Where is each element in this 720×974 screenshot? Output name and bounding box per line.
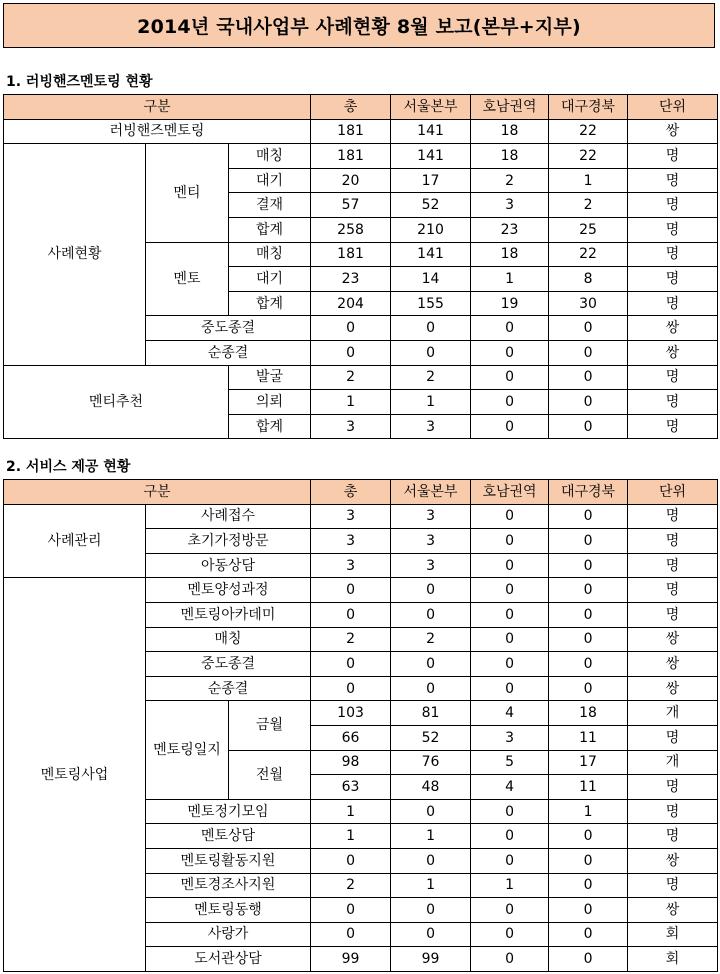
header-daegu: 대구경북 [549, 95, 628, 120]
cell-unit: 명 [628, 725, 718, 750]
cell-honam: 0 [471, 578, 549, 603]
cell-total: 2 [311, 365, 391, 390]
cell-seoul: 141 [391, 119, 471, 144]
journal-current-month: 금월 [229, 701, 311, 750]
cell-unit: 명 [628, 578, 718, 603]
cell-daegu: 18 [549, 701, 628, 726]
table-header-row [4, 95, 718, 120]
cell-honam: 0 [471, 824, 549, 849]
header-category: 구분 [4, 95, 311, 120]
cell-honam: 0 [471, 553, 549, 578]
cell-total: 66 [311, 725, 391, 750]
table-row [4, 365, 718, 390]
row-label: 멘토상담 [146, 824, 311, 849]
cell-honam: 5 [471, 750, 549, 775]
cell-total: 3 [311, 504, 391, 529]
cell-daegu: 1 [549, 799, 628, 824]
cell-total: 99 [311, 947, 391, 972]
row-label: 초기가정방문 [146, 529, 311, 554]
journal-previous-month: 전월 [229, 750, 311, 799]
cell-seoul: 99 [391, 947, 471, 972]
cell-honam: 18 [471, 144, 549, 169]
cell-honam: 0 [471, 414, 549, 439]
cell-total: 3 [311, 529, 391, 554]
cell-unit: 명 [628, 291, 718, 316]
header-category: 구분 [4, 480, 311, 505]
cell-total: 204 [311, 291, 391, 316]
cell-daegu: 0 [549, 848, 628, 873]
cell-unit: 명 [628, 824, 718, 849]
cell-total: 181 [311, 119, 391, 144]
cell-unit: 쌍 [628, 119, 718, 144]
cell-honam: 0 [471, 602, 549, 627]
cell-unit: 명 [628, 267, 718, 292]
cell-total: 2 [311, 873, 391, 898]
cell-seoul: 3 [391, 553, 471, 578]
cell-honam: 0 [471, 676, 549, 701]
row-label: 순종결 [146, 340, 311, 365]
cell-honam: 0 [471, 922, 549, 947]
cell-seoul: 0 [391, 340, 471, 365]
cell-daegu: 0 [549, 553, 628, 578]
table-row [4, 119, 718, 144]
cell-total: 0 [311, 848, 391, 873]
cell-seoul: 0 [391, 602, 471, 627]
cell-seoul: 0 [391, 799, 471, 824]
subgroup-mentoring-journal: 멘토링일지 [146, 701, 229, 799]
cell-unit: 명 [628, 193, 718, 218]
cell-honam: 19 [471, 291, 549, 316]
cell-honam: 4 [471, 775, 549, 800]
cell-total: 0 [311, 316, 391, 341]
cell-daegu: 0 [549, 898, 628, 923]
cell-unit: 쌍 [628, 898, 718, 923]
cell-daegu: 0 [549, 922, 628, 947]
row-label: 러빙핸즈멘토링 [4, 119, 311, 144]
cell-seoul: 0 [391, 898, 471, 923]
cell-seoul: 141 [391, 144, 471, 169]
row-label: 아동상담 [146, 553, 311, 578]
cell-total: 63 [311, 775, 391, 800]
cell-total: 0 [311, 922, 391, 947]
report-title: 2014년 국내사업부 사례현황 8월 보고(본부+지부) [3, 3, 715, 48]
cell-seoul: 52 [391, 725, 471, 750]
cell-daegu: 17 [549, 750, 628, 775]
cell-seoul: 141 [391, 242, 471, 267]
row-label: 멘토양성과정 [146, 578, 311, 603]
cell-daegu: 0 [549, 824, 628, 849]
row-label: 결재 [229, 193, 311, 218]
cell-honam: 18 [471, 119, 549, 144]
cell-honam: 0 [471, 504, 549, 529]
row-label: 매칭 [146, 627, 311, 652]
cell-daegu: 0 [549, 316, 628, 341]
cell-seoul: 0 [391, 652, 471, 677]
cell-honam: 0 [471, 799, 549, 824]
cell-seoul: 52 [391, 193, 471, 218]
header-total: 총 [311, 480, 391, 505]
row-label: 매칭 [229, 242, 311, 267]
cell-unit: 쌍 [628, 848, 718, 873]
cell-seoul: 3 [391, 529, 471, 554]
table-header-row [4, 480, 718, 505]
cell-daegu: 0 [549, 390, 628, 415]
group-case-management: 사례관리 [4, 504, 146, 578]
cell-unit: 명 [628, 242, 718, 267]
cell-honam: 0 [471, 529, 549, 554]
cell-unit: 명 [628, 553, 718, 578]
section-1-heading: 1. 러빙핸즈멘토링 현황 [6, 74, 153, 90]
cell-seoul: 2 [391, 627, 471, 652]
cell-honam: 0 [471, 340, 549, 365]
cell-unit: 명 [628, 390, 718, 415]
cell-daegu: 8 [549, 267, 628, 292]
cell-total: 0 [311, 602, 391, 627]
cell-unit: 명 [628, 873, 718, 898]
cell-unit: 명 [628, 602, 718, 627]
cell-total: 3 [311, 553, 391, 578]
cell-total: 181 [311, 144, 391, 169]
subgroup-mentee: 멘티 [146, 144, 229, 242]
cell-total: 0 [311, 652, 391, 677]
cell-unit: 회 [628, 922, 718, 947]
cell-daegu: 22 [549, 144, 628, 169]
row-label: 합계 [229, 414, 311, 439]
cell-honam: 18 [471, 242, 549, 267]
cell-seoul: 0 [391, 922, 471, 947]
cell-seoul: 0 [391, 676, 471, 701]
cell-daegu: 0 [549, 627, 628, 652]
cell-total: 103 [311, 701, 391, 726]
cell-total: 3 [311, 414, 391, 439]
cell-seoul: 48 [391, 775, 471, 800]
cell-unit: 개 [628, 701, 718, 726]
cell-daegu: 0 [549, 652, 628, 677]
cell-daegu: 22 [549, 242, 628, 267]
cell-daegu: 0 [549, 529, 628, 554]
cell-honam: 0 [471, 390, 549, 415]
cell-seoul: 3 [391, 414, 471, 439]
cell-seoul: 1 [391, 873, 471, 898]
cell-daegu: 30 [549, 291, 628, 316]
group-mentee-recommend: 멘티추천 [4, 365, 229, 439]
cell-total: 2 [311, 627, 391, 652]
header-honam: 호남권역 [471, 95, 549, 120]
cell-seoul: 3 [391, 504, 471, 529]
row-label: 발굴 [229, 365, 311, 390]
row-label: 중도종결 [146, 652, 311, 677]
cell-daegu: 0 [549, 676, 628, 701]
cell-honam: 2 [471, 168, 549, 193]
table-row [4, 578, 718, 603]
cell-seoul: 0 [391, 578, 471, 603]
cell-seoul: 1 [391, 390, 471, 415]
cell-total: 0 [311, 676, 391, 701]
cell-honam: 1 [471, 267, 549, 292]
group-case-status: 사례현황 [4, 144, 146, 365]
cell-unit: 명 [628, 365, 718, 390]
row-label: 매칭 [229, 144, 311, 169]
cell-unit: 쌍 [628, 340, 718, 365]
cell-daegu: 2 [549, 193, 628, 218]
cell-honam: 0 [471, 365, 549, 390]
cell-total: 258 [311, 217, 391, 242]
cell-total: 57 [311, 193, 391, 218]
group-mentoring-business: 멘토링사업 [4, 578, 146, 972]
cell-total: 181 [311, 242, 391, 267]
cell-seoul: 0 [391, 848, 471, 873]
cell-daegu: 25 [549, 217, 628, 242]
cell-total: 1 [311, 390, 391, 415]
header-unit: 단위 [628, 95, 718, 120]
header-seoul: 서울본부 [391, 480, 471, 505]
cell-daegu: 1 [549, 168, 628, 193]
header-unit: 단위 [628, 480, 718, 505]
cell-honam: 0 [471, 652, 549, 677]
cell-total: 23 [311, 267, 391, 292]
cell-total: 98 [311, 750, 391, 775]
cell-honam: 0 [471, 947, 549, 972]
cell-daegu: 0 [549, 504, 628, 529]
row-label: 사례접수 [146, 504, 311, 529]
row-label: 합계 [229, 291, 311, 316]
row-label: 합계 [229, 217, 311, 242]
cell-honam: 0 [471, 898, 549, 923]
cell-unit: 명 [628, 529, 718, 554]
table-row [4, 504, 718, 529]
subgroup-mentor: 멘토 [146, 242, 229, 316]
cell-daegu: 22 [549, 119, 628, 144]
cell-total: 20 [311, 168, 391, 193]
row-label: 멘토경조사지원 [146, 873, 311, 898]
cell-unit: 쌍 [628, 676, 718, 701]
cell-daegu: 11 [549, 725, 628, 750]
cell-daegu: 0 [549, 365, 628, 390]
cell-honam: 1 [471, 873, 549, 898]
cell-total: 1 [311, 824, 391, 849]
cell-total: 0 [311, 578, 391, 603]
row-label: 멘토정기모임 [146, 799, 311, 824]
row-label: 순종결 [146, 676, 311, 701]
cell-total: 0 [311, 340, 391, 365]
section-2-heading: 2. 서비스 제공 현황 [6, 459, 131, 475]
header-total: 총 [311, 95, 391, 120]
row-label: 중도종결 [146, 316, 311, 341]
cell-honam: 23 [471, 217, 549, 242]
cell-seoul: 1 [391, 824, 471, 849]
row-label: 멘토링아카데미 [146, 602, 311, 627]
cell-unit: 명 [628, 504, 718, 529]
cell-honam: 0 [471, 316, 549, 341]
loving-hands-status-table [3, 94, 718, 439]
cell-unit: 명 [628, 414, 718, 439]
cell-daegu: 0 [549, 414, 628, 439]
row-label: 의뢰 [229, 390, 311, 415]
cell-unit: 명 [628, 168, 718, 193]
row-label: 대기 [229, 267, 311, 292]
cell-seoul: 81 [391, 701, 471, 726]
cell-unit: 쌍 [628, 316, 718, 341]
cell-honam: 4 [471, 701, 549, 726]
cell-total: 0 [311, 898, 391, 923]
cell-daegu: 0 [549, 602, 628, 627]
cell-seoul: 210 [391, 217, 471, 242]
cell-daegu: 0 [549, 340, 628, 365]
cell-seoul: 14 [391, 267, 471, 292]
service-status-table [3, 479, 718, 972]
cell-honam: 0 [471, 848, 549, 873]
cell-unit: 명 [628, 799, 718, 824]
cell-seoul: 2 [391, 365, 471, 390]
cell-unit: 쌍 [628, 652, 718, 677]
cell-seoul: 17 [391, 168, 471, 193]
cell-honam: 3 [471, 193, 549, 218]
header-seoul: 서울본부 [391, 95, 471, 120]
cell-seoul: 76 [391, 750, 471, 775]
cell-unit: 명 [628, 144, 718, 169]
row-label: 대기 [229, 168, 311, 193]
row-label: 사랑가 [146, 922, 311, 947]
cell-total: 1 [311, 799, 391, 824]
cell-daegu: 0 [549, 578, 628, 603]
row-label: 도서관상담 [146, 947, 311, 972]
cell-seoul: 155 [391, 291, 471, 316]
cell-daegu: 0 [549, 947, 628, 972]
cell-daegu: 11 [549, 775, 628, 800]
cell-unit: 회 [628, 947, 718, 972]
cell-honam: 3 [471, 725, 549, 750]
table-row [4, 144, 718, 169]
cell-unit: 개 [628, 750, 718, 775]
row-label: 멘토링동행 [146, 898, 311, 923]
cell-unit: 명 [628, 217, 718, 242]
header-daegu: 대구경북 [549, 480, 628, 505]
cell-honam: 0 [471, 627, 549, 652]
cell-seoul: 0 [391, 316, 471, 341]
cell-unit: 명 [628, 775, 718, 800]
row-label: 멘토링활동지원 [146, 848, 311, 873]
header-honam: 호남권역 [471, 480, 549, 505]
cell-daegu: 0 [549, 873, 628, 898]
cell-unit: 쌍 [628, 627, 718, 652]
